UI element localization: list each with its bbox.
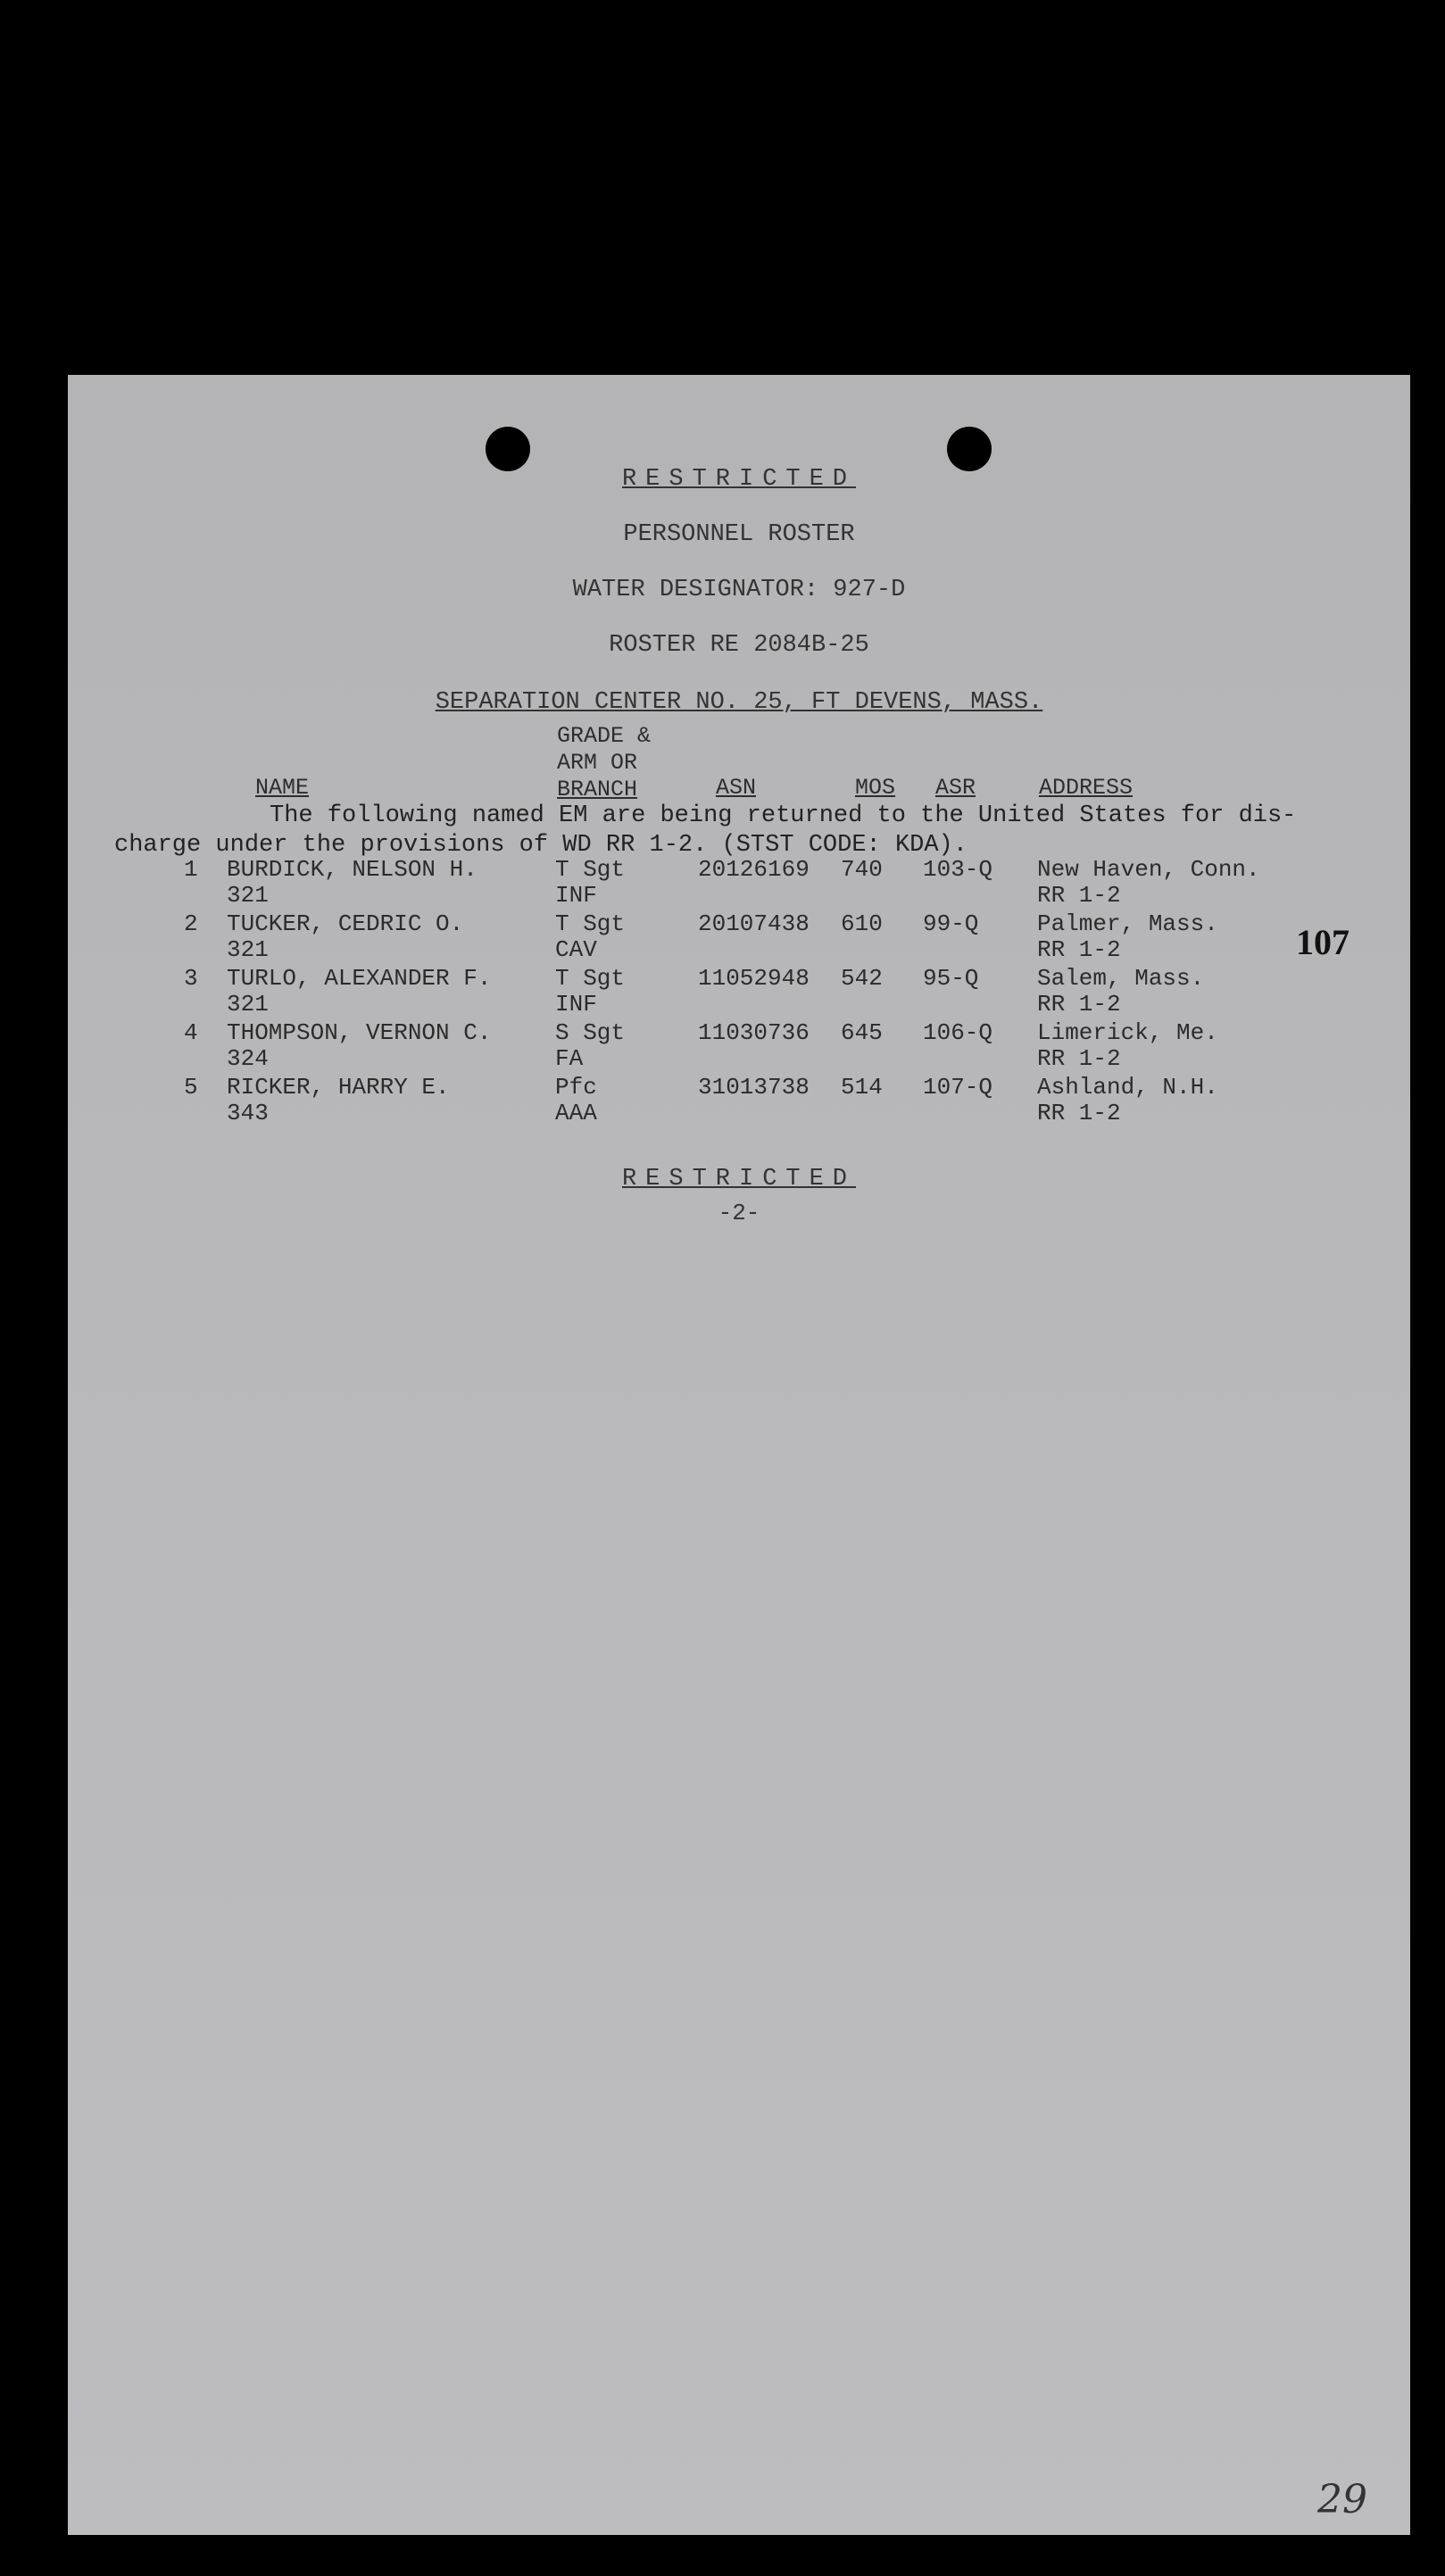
row-mos: 740 xyxy=(841,856,883,883)
intro-paragraph: The following named EM are being returned to the United States for dis- charge under the provisions of WD RR 1-2. (STST CODE: KDA). xyxy=(114,802,1297,859)
row-address-line1: New Haven, Conn. xyxy=(1037,856,1260,883)
row-asn: 31013738 xyxy=(698,1074,810,1101)
row-mos: 645 xyxy=(841,1019,883,1046)
col-header-asr: ASR xyxy=(935,775,976,801)
row-grade: T Sgt xyxy=(555,910,626,937)
row-asn: 20126169 xyxy=(698,856,810,883)
row-address-line2: RR 1-2 xyxy=(1037,936,1121,963)
row-code: 321 xyxy=(227,991,269,1018)
row-grade: T Sgt xyxy=(555,965,626,992)
handwritten-number: 29 xyxy=(1317,2477,1367,2522)
stamped-page-number: 107 xyxy=(1296,922,1349,962)
row-branch: INF xyxy=(555,882,597,909)
row-branch: AAA xyxy=(555,1100,597,1126)
row-number: 5 xyxy=(184,1074,198,1101)
row-number: 3 xyxy=(184,965,198,992)
row-asn: 11030736 xyxy=(698,1019,810,1046)
row-grade: Pfc xyxy=(555,1074,597,1101)
water-designator: WATER DESIGNATOR: 927-D xyxy=(572,577,906,603)
row-branch: INF xyxy=(555,991,597,1018)
row-asr: 99-Q xyxy=(923,910,979,937)
separation-center: SEPARATION CENTER NO. 25, FT DEVENS, MASS. xyxy=(435,689,1043,716)
row-code: 321 xyxy=(227,936,269,963)
row-address-line2: RR 1-2 xyxy=(1037,882,1121,909)
row-asn: 11052948 xyxy=(698,965,810,992)
row-grade: T Sgt xyxy=(555,856,626,883)
row-name: TUCKER, CEDRIC O. xyxy=(227,910,464,937)
punch-hole xyxy=(486,427,530,471)
classification-bottom: RESTRICTED xyxy=(621,1166,857,1192)
page-marker: -2- xyxy=(718,1200,760,1226)
row-name: BURDICK, NELSON H. xyxy=(227,856,478,883)
row-code: 321 xyxy=(227,882,269,909)
row-asr: 106-Q xyxy=(923,1019,993,1046)
row-code: 324 xyxy=(227,1045,269,1072)
row-mos: 514 xyxy=(841,1074,883,1101)
row-address-line1: Salem, Mass. xyxy=(1037,965,1205,992)
row-number: 2 xyxy=(184,910,198,937)
row-address-line2: RR 1-2 xyxy=(1037,1100,1121,1126)
row-mos: 542 xyxy=(841,965,883,992)
col-header-address: ADDRESS xyxy=(1039,775,1134,801)
row-name: RICKER, HARRY E. xyxy=(227,1074,450,1101)
row-number: 4 xyxy=(184,1019,198,1046)
col-header-asn: ASN xyxy=(716,775,757,801)
row-branch: FA xyxy=(555,1045,584,1072)
row-mos: 610 xyxy=(841,910,883,937)
row-address-line1: Palmer, Mass. xyxy=(1037,910,1218,937)
col-header-name: NAME xyxy=(255,775,310,801)
row-name: THOMPSON, VERNON C. xyxy=(227,1019,492,1046)
row-asr: 103-Q xyxy=(923,856,993,883)
row-grade: S Sgt xyxy=(555,1019,626,1046)
row-asn: 20107438 xyxy=(698,910,810,937)
classification-top: RESTRICTED xyxy=(621,466,857,493)
row-code: 343 xyxy=(227,1100,269,1126)
row-asr: 95-Q xyxy=(923,965,979,992)
row-branch: CAV xyxy=(555,936,597,963)
col-header-mos: MOS xyxy=(855,775,896,801)
row-asr: 107-Q xyxy=(923,1074,993,1101)
row-address-line2: RR 1-2 xyxy=(1037,1045,1121,1072)
document-title: PERSONNEL ROSTER xyxy=(623,521,855,548)
roster-number: ROSTER RE 2084B-25 xyxy=(609,632,869,659)
row-address-line1: Ashland, N.H. xyxy=(1037,1074,1218,1101)
row-number: 1 xyxy=(184,856,198,883)
punch-hole xyxy=(947,427,992,471)
row-address-line1: Limerick, Me. xyxy=(1037,1019,1218,1046)
col-header-grade: GRADE & ARM OR BRANCH xyxy=(557,723,652,802)
document-page xyxy=(68,375,1410,2535)
row-address-line2: RR 1-2 xyxy=(1037,991,1121,1018)
row-name: TURLO, ALEXANDER F. xyxy=(227,965,492,992)
